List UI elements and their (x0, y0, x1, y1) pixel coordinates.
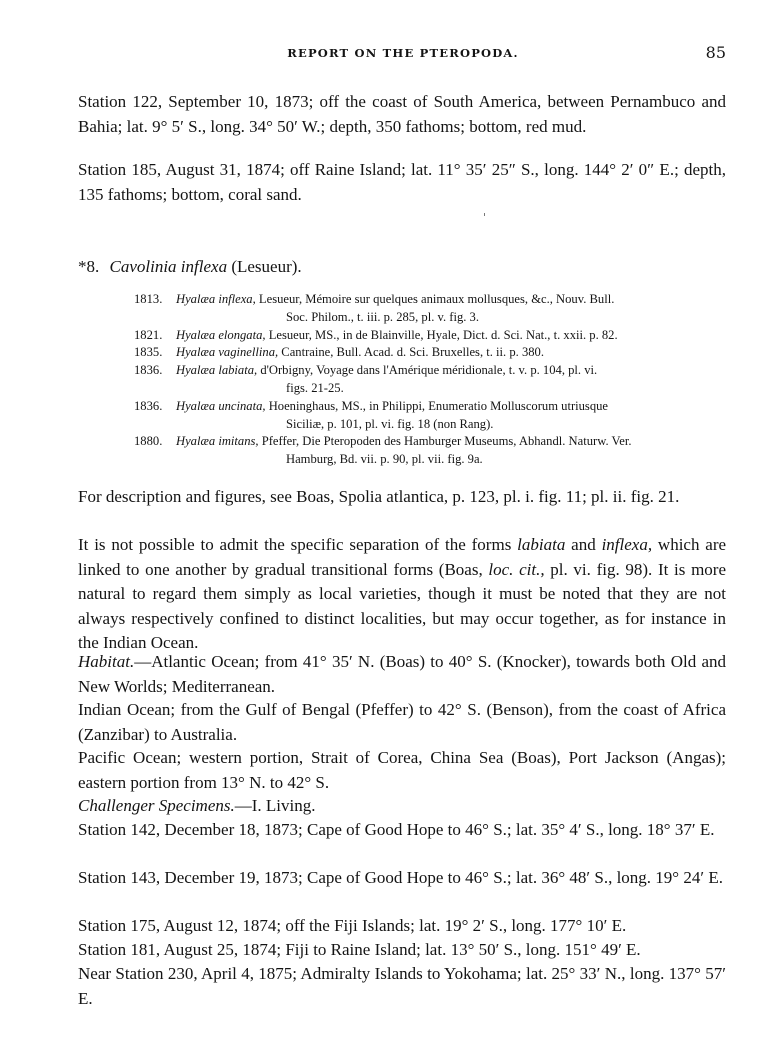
synonymy-text (176, 362, 726, 380)
synonymy-year: 1813. (134, 292, 163, 306)
habitat-text: —Atlantic Ocean; from 41° 35′ N. (Boas) to 40° S. (Knocker), towards both Old and New Worlds; Mediterranean. (78, 652, 726, 696)
pacific-ocean-paragraph: Pacific Ocean; western portion, Strait of Corea, China Sea (Boas), Port Jackson (Angas); eastern portion from 13° N. to 42° S. (78, 748, 726, 792)
separation-text: pl. vi. fig. 98). It is more natural to regard them simply as local varieties, though it must be noted that they are not always respectively confined to distinct localities, but may occur together, as for instance in the Indian Ocean. (78, 559, 727, 652)
form-inflexa: inflexa, (601, 535, 653, 554)
page-number: 85 (705, 43, 726, 62)
form-labiata: labiata (517, 535, 566, 554)
synonymy-ref-continued: figs. 21-25. (286, 380, 344, 395)
station-185-paragraph: Station 185, August 31, 1874; off Raine Island; lat. 11° 35′ 25″ S., long. 144° 2′ 0″ E.; depth, 135 fathoms; bottom, coral sand. (78, 160, 726, 204)
synonymy-ref: Cantraine, Bull. Acad. d. Sci. Bruxelles, t. ii. p. 380. (281, 345, 544, 360)
synonymy-taxon: Hyalæa uncinata, (176, 398, 266, 413)
synonymy-entry (134, 344, 726, 362)
header-title: REPORT ON THE PTEROPODA. (287, 46, 519, 60)
synonymy-taxon: Hyalæa inflexa, (176, 292, 256, 306)
synonymy-taxon: Hyalæa labiata, (176, 363, 258, 378)
synonymy-taxon: Hyalæa elongata, (176, 327, 266, 342)
synonymy-ref: Lesueur, MS., in de Blainville, Hyale, Dict. d. Sci. Nat., t. xxii. p. 82. (268, 327, 618, 342)
synonymy-taxon: Hyalæa vaginellina, (176, 345, 279, 360)
separation-paragraph (78, 533, 726, 656)
station-143-paragraph: Station 143, December 19, 1873; Cape of Good Hope to 46° S.; lat. 36° 48′ S., long. 19° 24′ E. (78, 868, 723, 887)
description-paragraph: For description and figures, see Boas, Spolia atlantica, p. 123, pl. i. fig. 11; pl. ii. fig. 21. (78, 487, 680, 506)
synonymy-ref: d'Orbigny, Voyage dans l'Amérique méridionale, t. v. p. 104, pl. vi. (260, 363, 598, 378)
challenger-label: Challenger Specimens. (78, 796, 235, 815)
loc-cit: loc. cit., (488, 559, 545, 579)
synonymy-year: 1836. (134, 363, 163, 378)
synonymy-text (176, 327, 726, 345)
habitat-paragraph (78, 650, 726, 699)
synonymy-text (176, 291, 726, 309)
synonymy-text (176, 433, 726, 451)
synonymy-ref-continued: Hamburg, Bd. vii. p. 90, pl. vii. fig. 9a. (286, 452, 483, 467)
synonymy-entry (134, 327, 726, 345)
station-142-paragraph: Station 142, December 18, 1873; Cape of Good Hope to 46° S.; lat. 35° 4′ S., long. 18° 37′ E. (78, 820, 715, 839)
synonymy-year: 1835. (134, 345, 163, 360)
synonymy-year: 1880. (134, 434, 163, 449)
synonymy-entry (134, 433, 726, 451)
station-175-paragraph: Station 175, August 12, 1874; off the Fiji Islands; lat. 19° 2′ S., long. 177° 10′ E. (78, 916, 627, 935)
separation-text: and (571, 535, 596, 554)
challenger-paragraph (78, 794, 726, 819)
species-author: (Lesueur). (231, 257, 302, 276)
synonymy-ref: Hoeninghaus, MS., in Philippi, Enumeratio Molluscorum utriusque (268, 398, 609, 413)
synonymy-entry (134, 362, 726, 380)
station-181-paragraph: Station 181, August 25, 1874; Fiji to Raine Island; lat. 13° 50′ S., long. 151° 49′ E. (78, 940, 641, 959)
synonymy-ref: Lesueur, Mémoire sur quelques animaux mollusques, &c., Nouv. Bull. (258, 292, 615, 306)
separation-text: It is not possible to admit the specific separation of the forms (78, 535, 512, 554)
synonymy-year: 1821. (134, 327, 163, 342)
station-122-paragraph: Station 122, September 10, 1873; off the coast of South America, between Pernambuco and Bahia; lat. 9° 5′ S., long. 34° 50′ W.; depth, 350 fathoms; bottom, red mud. (78, 92, 726, 136)
synonymy-ref-continued: Soc. Philom., t. iii. p. 285, pl. v. fig. 3. (286, 309, 479, 324)
synonymy-entry (134, 291, 726, 309)
running-header (78, 43, 728, 68)
challenger-text: —I. Living. (234, 796, 316, 815)
synonymy-year: 1836. (134, 398, 163, 413)
synonymy-taxon: Hyalæa imitans, (176, 434, 259, 449)
page-speck (484, 213, 485, 216)
synonymy-list (134, 291, 726, 469)
habitat-label: Habitat. (78, 652, 135, 671)
synonymy-ref: Pfeffer, Die Pteropoden des Hamburger Museums, Abhandl. Naturw. Ver. (261, 434, 632, 449)
species-name: Cavolinia inflexa (109, 257, 228, 276)
synonymy-text (176, 398, 726, 416)
species-heading (78, 257, 302, 277)
synonymy-entry (134, 398, 726, 416)
species-number: *8. (78, 257, 100, 276)
station-230-paragraph: Near Station 230, April 4, 1875; Admiralty Islands to Yokohama; lat. 25° 33′ N., long. 137° 57′ E. (78, 964, 726, 1008)
synonymy-text (176, 344, 726, 362)
separation-text: which are linked to one another by gradual transitional forms (Boas, (78, 535, 727, 579)
synonymy-ref-continued: Siciliæ, p. 101, pl. vi. fig. 18 (non Rang). (286, 416, 494, 431)
indian-ocean-paragraph: Indian Ocean; from the Gulf of Bengal (Pfeffer) to 42° S. (Benson), from the coast of Africa (Zanzibar) to Australia. (78, 700, 726, 744)
